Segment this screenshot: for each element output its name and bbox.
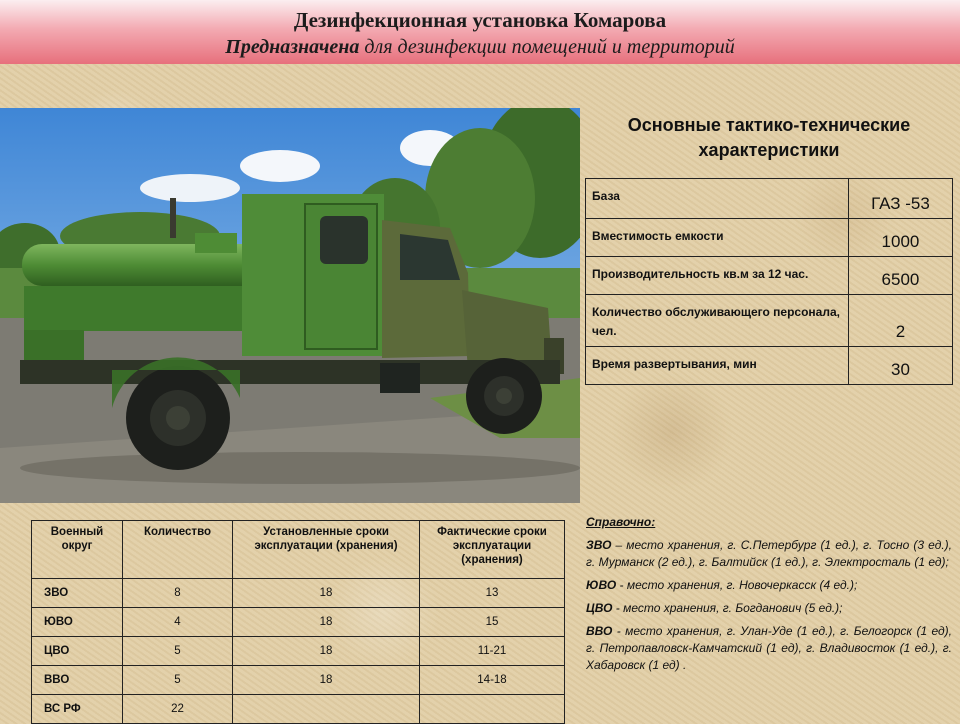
specs-row — [586, 219, 953, 257]
subtitle-bold: Предназначена — [225, 36, 360, 58]
reference-notes — [586, 514, 952, 680]
table-cell: 5 — [123, 637, 233, 666]
spec-value: 30 — [848, 347, 952, 385]
table-row — [32, 608, 565, 637]
reference-text: – место хранения, г. С.Петербург (1 ед.), г. Тосно (3 ед.), г. Мурманск (2 ед.), г. Балтийск (1 ед.), г. Электросталь (1 ед); — [586, 538, 952, 569]
table-header-row — [32, 521, 565, 579]
reference-item — [586, 600, 952, 617]
reference-text: - место хранения, г. Новочеркасск (4 ед.); — [616, 578, 858, 592]
reference-item — [586, 623, 952, 674]
reference-district: ЮВО — [586, 578, 617, 592]
table-cell: 18 — [233, 608, 420, 637]
subtitle-rest: для дезинфекции помещений и территорий — [359, 36, 735, 58]
district-cell: ВС РФ — [32, 695, 123, 724]
slide-title: Дезинфекционная установка Комарова — [293, 8, 667, 32]
reference-district: ЦВО — [586, 601, 613, 615]
spec-label: Время развертывания, мин — [586, 347, 849, 385]
table-row — [32, 666, 565, 695]
specs-row — [586, 295, 953, 347]
column-header: Военный округ — [32, 521, 123, 579]
spec-value: ГАЗ -53 — [848, 179, 952, 219]
column-header: Фактические сроки эксплуатации (хранения) — [420, 521, 565, 579]
column-header: Установленные сроки эксплуатации (хранения) — [233, 521, 420, 579]
table-cell: 18 — [233, 666, 420, 695]
district-cell: ЗВО — [32, 579, 123, 608]
table-cell: 22 — [123, 695, 233, 724]
truck-photo — [0, 108, 580, 503]
table-cell: 13 — [420, 579, 565, 608]
specs-title: Основные тактико-технические характеристики — [627, 115, 911, 160]
column-header: Количество — [123, 521, 233, 579]
table-cell: 18 — [233, 637, 420, 666]
operation-terms-table — [31, 520, 565, 724]
table-cell: 15 — [420, 608, 565, 637]
truck-illustration — [0, 108, 580, 503]
reference-district: ЗВО — [586, 538, 612, 552]
reference-text: - место хранения, г. Улан-Уде (1 ед.), г. Белогорск (1 ед), г. Петропавловск-Камчатский (1 ед), г. Владивосток (1 ед.), г. Хабаровск (1 ед) . — [586, 624, 952, 672]
table-cell: 11-21 — [420, 637, 565, 666]
table-row — [32, 695, 565, 724]
district-cell: ВВО — [32, 666, 123, 695]
specs-row — [586, 179, 953, 219]
district-cell: ЮВО — [32, 608, 123, 637]
table-cell: 8 — [123, 579, 233, 608]
spec-value: 2 — [848, 295, 952, 347]
reference-heading: Справочно: — [586, 515, 656, 529]
spec-value: 1000 — [848, 219, 952, 257]
reference-item — [586, 537, 952, 571]
spec-label: Количество обслуживающего персонала, чел. — [586, 295, 849, 347]
table-cell — [420, 695, 565, 724]
district-cell: ЦВО — [32, 637, 123, 666]
spec-value: 6500 — [848, 257, 952, 295]
reference-district: ВВО — [586, 624, 613, 638]
table-cell: 5 — [123, 666, 233, 695]
slide-subtitle — [0, 36, 960, 59]
table-cell: 14-18 — [420, 666, 565, 695]
specs-table — [585, 178, 953, 385]
slide-header — [0, 0, 960, 64]
reference-text: - место хранения, г. Богданович (5 ед.); — [612, 601, 843, 615]
table-cell: 4 — [123, 608, 233, 637]
table-cell — [233, 695, 420, 724]
spec-label: Производительность кв.м за 12 час. — [586, 257, 849, 295]
table-row — [32, 579, 565, 608]
table-row — [32, 637, 565, 666]
spec-label: База — [586, 179, 849, 219]
reference-item — [586, 577, 952, 594]
specs-row — [586, 347, 953, 385]
spec-label: Вместимость емкости — [586, 219, 849, 257]
table-cell: 18 — [233, 579, 420, 608]
specs-row — [586, 257, 953, 295]
